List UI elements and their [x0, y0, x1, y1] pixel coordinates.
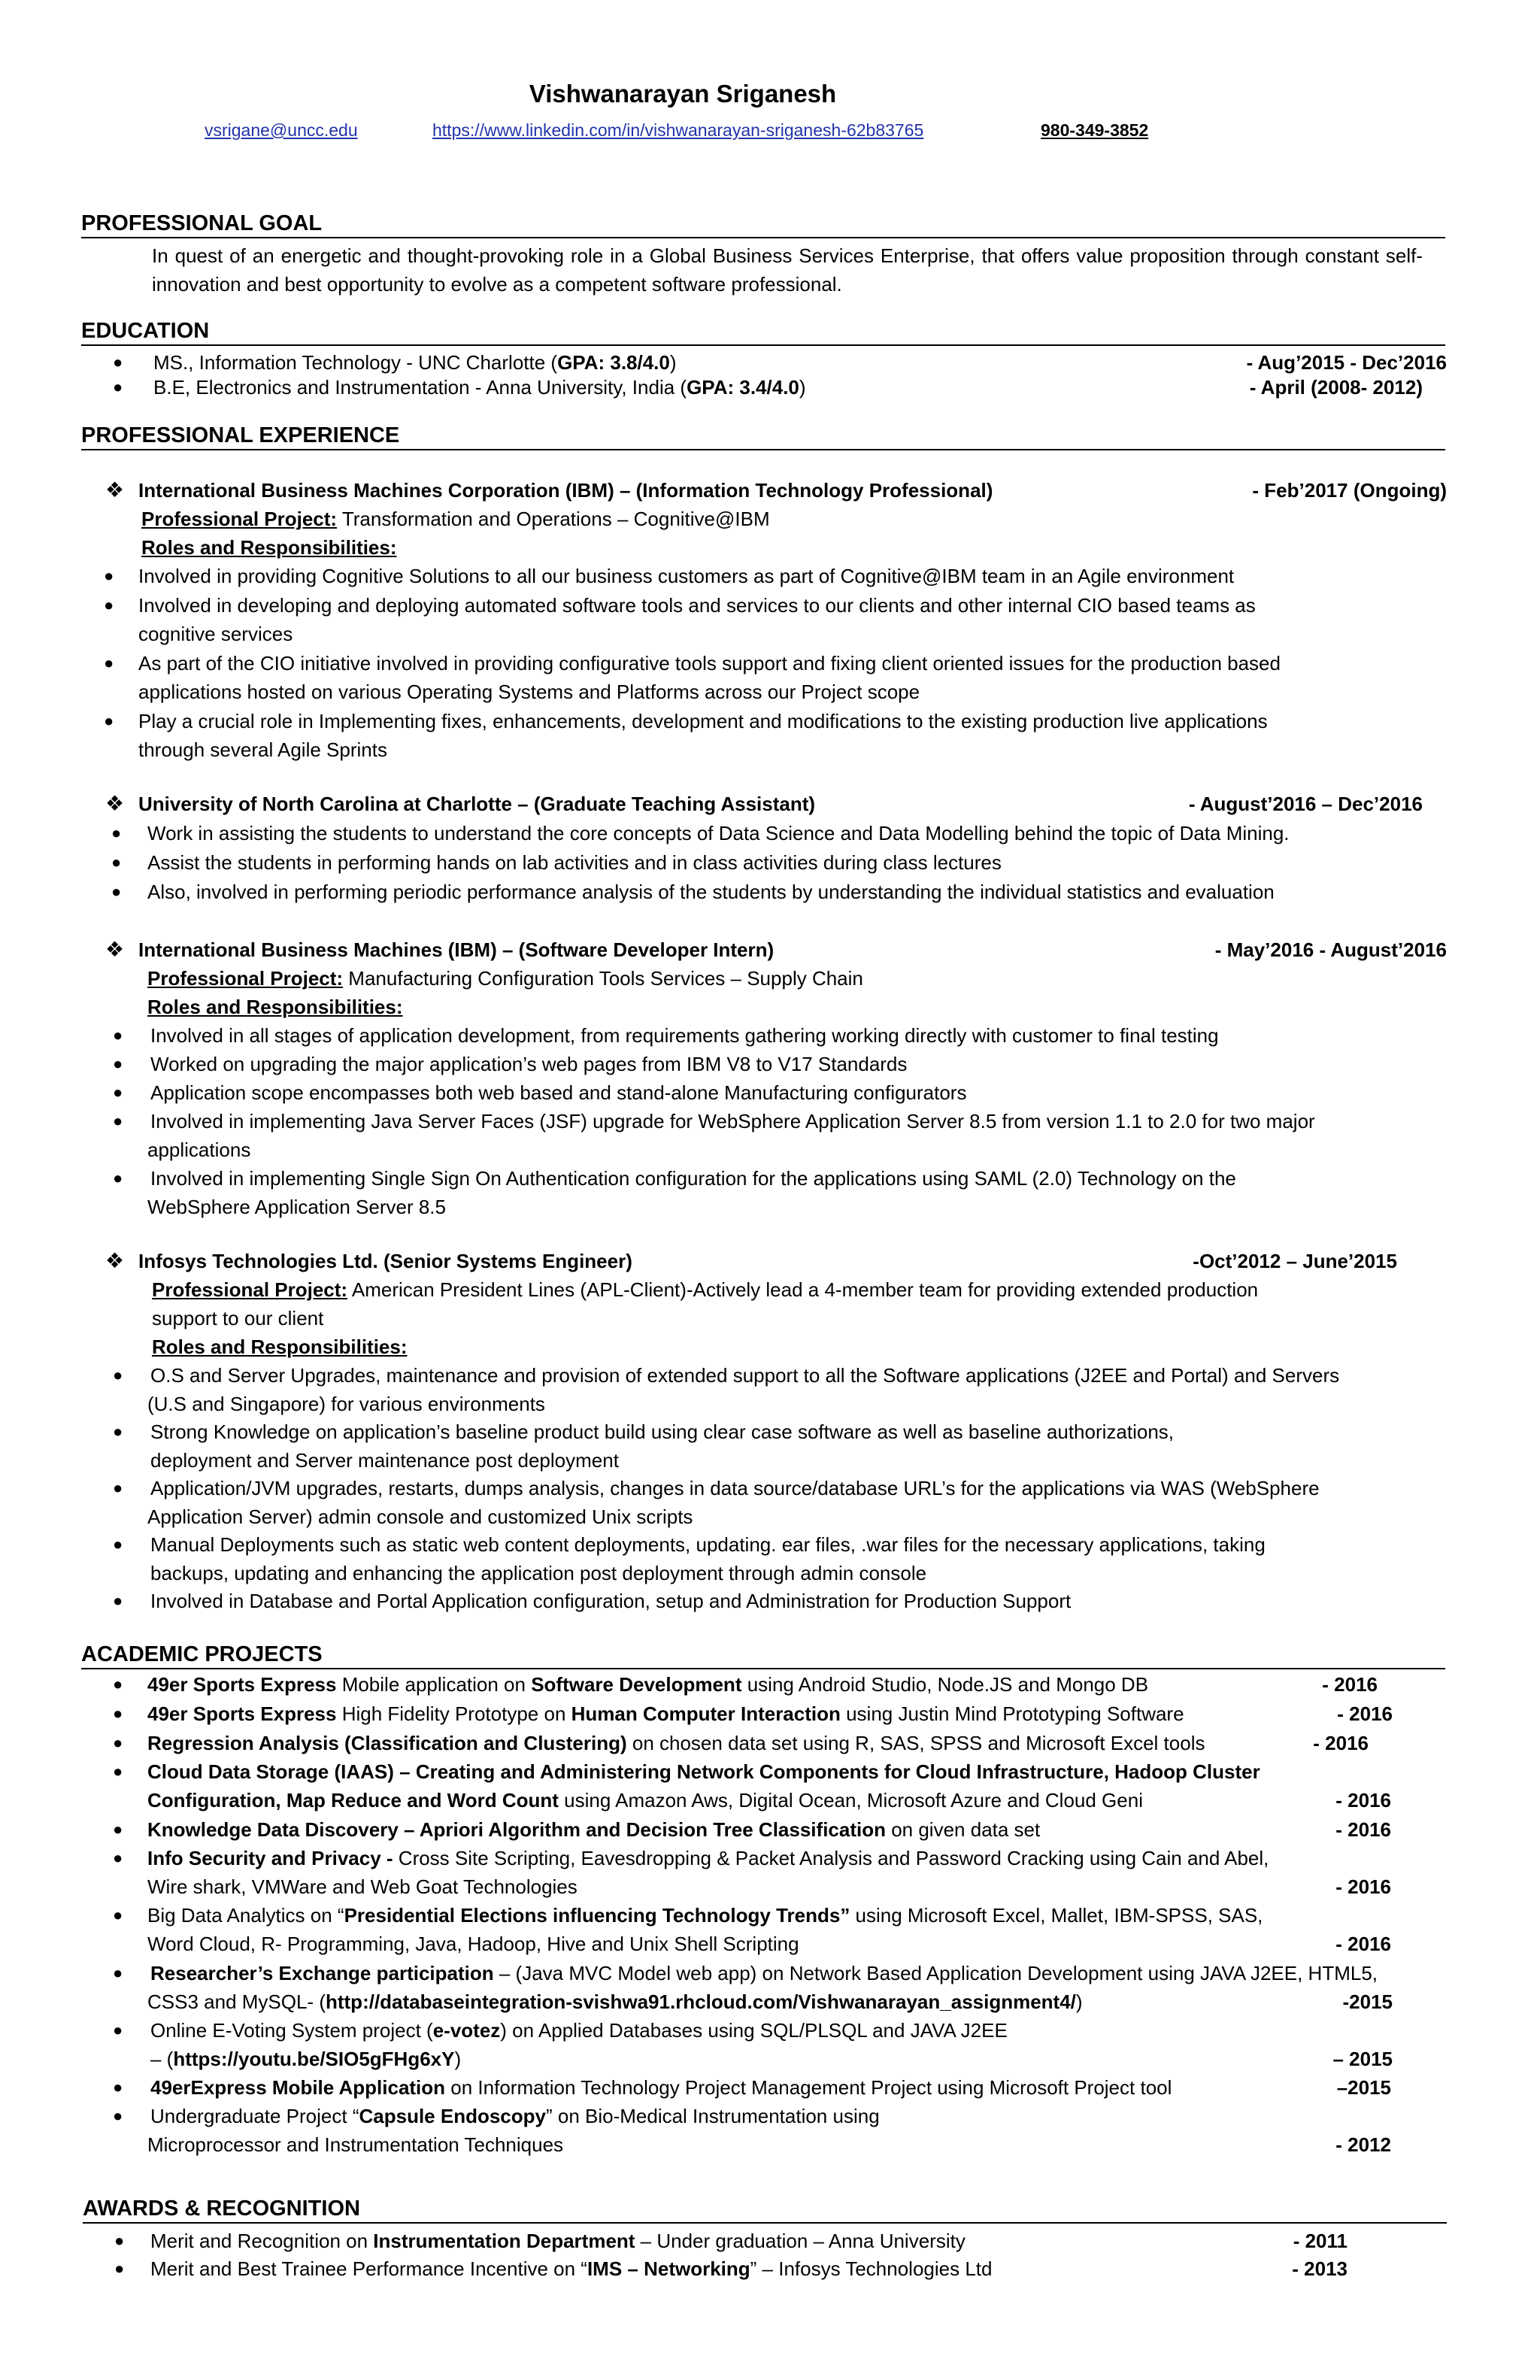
bullet: ● [113, 1478, 123, 1497]
academic-project-line: 49erExpress Mobile Application on Information Technology Project Management Project using Microsoft Project tool [150, 2076, 1172, 2099]
bullet: ● [113, 2106, 123, 2125]
section-heading-awards: AWARDS & RECOGNITION [83, 2196, 1447, 2224]
bullet: ● [113, 1535, 123, 1554]
job-bullet: As part of the CIO initiative involved in providing configurative tools support and fixing client oriented issues for the production based [138, 652, 1281, 675]
academic-project-line: 49er Sports Express High Fidelity Prototype on Human Computer Interaction using Justin Mind Prototyping Software [147, 1702, 1184, 1725]
bullet: ● [111, 853, 122, 872]
job-bullet-cont: WebSphere Application Server 8.5 [147, 1196, 446, 1218]
bullet: ● [114, 2231, 125, 2250]
bullet: ● [111, 823, 122, 842]
academic-project-line: Researcher’s Exchange participation – (Java MVC Model web app) on Network Based Application Development using JAVA J2EE, HTML5, [150, 1962, 1378, 1984]
job-bullet: O.S and Server Upgrades, maintenance and provision of extended support to all the Software applications (J2EE and Portal) and Servers [150, 1364, 1340, 1387]
job-project-cont: support to our client [152, 1307, 324, 1329]
bullet: ● [104, 596, 114, 614]
job-bullet: Assist the students in performing hands on lab activities and in class activities during class lectures [147, 851, 1002, 874]
section-heading-education: EDUCATION [81, 318, 1445, 346]
bullet: ● [113, 1675, 123, 1693]
job-title: University of North Carolina at Charlotte – (Graduate Teaching Assistant) [138, 793, 816, 815]
candidate-name: Vishwanarayan Sriganesh [529, 80, 837, 108]
academic-project-line: Microprocessor and Instrumentation Techniques [147, 2133, 564, 2156]
bullet: ● [113, 1848, 123, 1867]
job-bullet: Play a crucial role in Implementing fixes, enhancements, development and modifications to the existing production live applications [138, 710, 1268, 732]
project-year: - 2016 [1335, 1789, 1391, 1812]
job-title: International Business Machines (IBM) – (Software Developer Intern) [138, 938, 775, 961]
job-bullet-cont: deployment and Server maintenance post deployment [150, 1449, 619, 1472]
bullet: ● [104, 711, 114, 730]
goal-text: In quest of an energetic and thought-provoking role in a Global Business Services Enterprise, that offers value proposition through constant self- innovation and best opportunity to evolve as a competent software professional. [152, 244, 1423, 296]
job-date: - May’2016 - August’2016 [1214, 938, 1447, 961]
academic-project-line: Regression Analysis (Classification and Clustering) on chosen data set using R, SAS, SPSS and Microsoft Excel tools [147, 1732, 1205, 1754]
job-bullet: Work in assisting the students to understand the core concepts of Data Science and Data Modelling behind the topic of Data Mining. [147, 822, 1290, 844]
job-bullet: Involved in providing Cognitive Solutions to all our business customers as part of Cognitive@IBM team in an Agile environment [138, 565, 1235, 587]
bullet: ● [113, 1366, 123, 1384]
job-bullet-cont: applications [147, 1138, 251, 1161]
academic-project-line: Wire shark, VMWare and Web Goat Technologies [147, 1875, 578, 1898]
phone-number: 980-349-3852 [1041, 120, 1149, 140]
bullet: ● [104, 566, 114, 585]
bullet: ● [113, 1733, 123, 1752]
bullet: ● [113, 2021, 123, 2039]
project-year: - 2012 [1335, 2133, 1391, 2156]
project-year: -2015 [1342, 1990, 1393, 2013]
bullet: ● [113, 1169, 123, 1187]
bullet: ● [113, 1026, 123, 1044]
job-bullet: Manual Deployments such as static web content deployments, updating. ear files, .war files for the necessary applications, taking [150, 1533, 1266, 1556]
job-date: -Oct’2012 – June’2015 [1193, 1250, 1397, 1272]
linkedin-link[interactable]: https://www.linkedin.com/in/vishwanarayan-sriganesh-62b83765 [432, 120, 924, 140]
job-bullet: Application/JVM upgrades, restarts, dumps analysis, changes in data source/database URL’s for the applications via WAS (WebSphere [150, 1477, 1320, 1499]
email-link[interactable]: vsrigane@uncc.edu [205, 120, 358, 140]
job-project: Professional Project: American President Lines (APL-Client)-Actively lead a 4-member team for providing extended production [152, 1278, 1259, 1301]
education-item: MS., Information Technology - UNC Charlotte (GPA: 3.8/4.0) [153, 351, 677, 374]
project-year: - 2016 [1335, 1933, 1391, 1955]
job-bullet-cont: (U.S and Singapore) for various environments [147, 1393, 545, 1415]
bullet: ● [113, 1591, 123, 1610]
project-year: – 2015 [1332, 2048, 1393, 2070]
diamond-bullet-icon: ❖ [105, 938, 125, 961]
bullet: ● [114, 2259, 125, 2278]
academic-project-line: – (https://youtu.be/SIO5gFHg6xY) [150, 2048, 462, 2070]
bullet: ● [113, 1704, 123, 1723]
job-bullet: Worked on upgrading the major application’s web pages from IBM V8 to V17 Standards [150, 1053, 908, 1075]
roles-label: Roles and Responsibilities: [141, 536, 397, 559]
project-year: –2015 [1336, 2076, 1391, 2099]
education-date: - Aug’2015 - Dec’2016 [1246, 351, 1447, 374]
job-bullet: Involved in implementing Java Server Faces (JSF) upgrade for WebSphere Application Server 8.5 from version 1.1 to 2.0 for two major [150, 1110, 1315, 1132]
job-project: Professional Project: Manufacturing Configuration Tools Services – Supply Chain [147, 967, 863, 990]
job-bullet-cont: through several Agile Sprints [138, 738, 387, 761]
job-bullet: Involved in implementing Single Sign On Authentication configuration for the applications using SAML (2.0) Technology on the [150, 1167, 1236, 1190]
job-bullet-cont: Application Server) admin console and customized Unix scripts [147, 1505, 693, 1528]
award-year: - 2013 [1292, 2257, 1348, 2280]
diamond-bullet-icon: ❖ [105, 792, 125, 815]
job-title: International Business Machines Corporation (IBM) – (Information Technology Professional) [138, 479, 993, 502]
job-project: Professional Project: Transformation and Operations – Cognitive@IBM [141, 508, 770, 530]
bullet: ● [113, 1963, 123, 1982]
section-heading-experience: PROFESSIONAL EXPERIENCE [81, 423, 1445, 450]
bullet: ● [113, 1054, 123, 1073]
bullet: ● [113, 1422, 123, 1441]
bullet: ● [104, 653, 114, 672]
bullet: ● [113, 1111, 123, 1130]
project-year: - 2016 [1322, 1673, 1378, 1696]
roles-label: Roles and Responsibilities: [147, 996, 403, 1018]
education-item: B.E, Electronics and Instrumentation - Anna University, India (GPA: 3.4/4.0) [153, 376, 806, 399]
academic-project-line: Info Security and Privacy - Cross Site Scripting, Eavesdropping & Packet Analysis and Password Cracking using Cain and Abel, [147, 1847, 1269, 1869]
bullet: ● [113, 1083, 123, 1102]
academic-project-line: 49er Sports Express Mobile application on Software Development using Android Studio, Node.JS and Mongo DB [147, 1673, 1149, 1696]
bullet: ● [113, 1820, 123, 1839]
job-bullet-cont: cognitive services [138, 623, 293, 645]
bullet: ● [111, 882, 122, 901]
academic-project-line: Word Cloud, R- Programming, Java, Hadoop, Hive and Unix Shell Scripting [147, 1933, 799, 1955]
academic-project-line: Big Data Analytics on “Presidential Elections influencing Technology Trends” using Microsoft Excel, Mallet, IBM-SPSS, SAS, [147, 1904, 1263, 1927]
job-date: - August’2016 – Dec’2016 [1188, 793, 1423, 815]
project-year: - 2016 [1335, 1818, 1391, 1841]
job-bullet: Strong Knowledge on application’s baseline product build using clear case software as well as baseline authorizations, [150, 1420, 1175, 1443]
job-bullet: Involved in all stages of application development, from requirements gathering working directly with customer to final testing [150, 1024, 1219, 1047]
contact-row [0, 120, 1540, 147]
job-bullet: Involved in developing and deploying automated software tools and services to our clients and other internal CIO based teams as [138, 594, 1256, 617]
academic-project-line: Configuration, Map Reduce and Word Count using Amazon Aws, Digital Ocean, Microsoft Azure and Cloud Geni [147, 1789, 1143, 1812]
education-date: - April (2008- 2012) [1249, 376, 1423, 399]
job-bullet: Application scope encompasses both web based and stand-alone Manufacturing configurators [150, 1081, 967, 1104]
award-line: Merit and Best Trainee Performance Incentive on “IMS – Networking” – Infosys Technologies Ltd [150, 2257, 993, 2280]
award-line: Merit and Recognition on Instrumentation Department – Under graduation – Anna University [150, 2230, 966, 2252]
roles-label: Roles and Responsibilities: [152, 1336, 408, 1358]
academic-project-line: Undergraduate Project “Capsule Endoscopy” on Bio-Medical Instrumentation using [150, 2105, 880, 2127]
academic-project-line: Knowledge Data Discovery – Apriori Algorithm and Decision Tree Classification on given data set [147, 1818, 1041, 1841]
project-year: - 2016 [1337, 1702, 1393, 1725]
bullet: ● [113, 353, 123, 371]
diamond-bullet-icon: ❖ [105, 1249, 125, 1272]
diamond-bullet-icon: ❖ [105, 478, 125, 502]
project-year: - 2016 [1335, 1875, 1391, 1898]
award-year: - 2011 [1293, 2230, 1348, 2252]
job-date: - Feb’2017 (Ongoing) [1252, 479, 1447, 502]
section-heading-academic: ACADEMIC PROJECTS [81, 1642, 1445, 1669]
academic-project-line: Cloud Data Storage (IAAS) – Creating and Administering Network Components for Cloud Infrastructure, Hadoop Cluster [147, 1760, 1260, 1783]
bullet: ● [113, 1762, 123, 1781]
section-heading-goal: PROFESSIONAL GOAL [81, 211, 1445, 238]
academic-project-line: CSS3 and MySQL- (http://databaseintegration-svishwa91.rhcloud.com/Vishwanarayan_assignment4/) [147, 1990, 1083, 2013]
academic-project-line: Online E-Voting System project (e-votez) on Applied Databases using SQL/PLSQL and JAVA J2EE [150, 2019, 1008, 2042]
bullet: ● [113, 377, 123, 396]
project-year: - 2016 [1313, 1732, 1369, 1754]
bullet: ● [113, 2078, 123, 2097]
job-bullet-cont: backups, updating and enhancing the application post deployment through admin console [150, 1562, 927, 1584]
job-bullet-cont: applications hosted on various Operating Systems and Platforms across our Project scope [138, 681, 920, 703]
bullet: ● [113, 1906, 123, 1924]
job-bullet: Involved in Database and Portal Application configuration, setup and Administration for Production Support [150, 1590, 1072, 1612]
job-bullet: Also, involved in performing periodic performance analysis of the students by understanding the individual statistics and evaluation [147, 881, 1275, 903]
job-title: Infosys Technologies Ltd. (Senior Systems Engineer) [138, 1250, 632, 1272]
